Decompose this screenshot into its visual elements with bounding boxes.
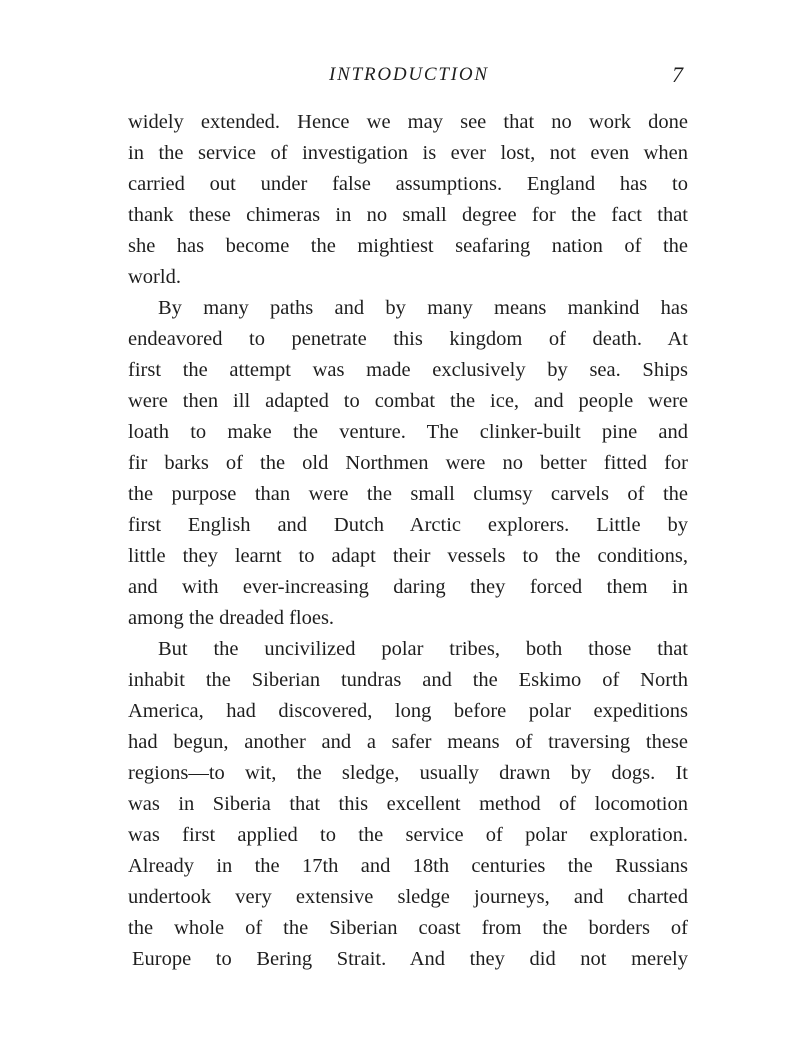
text-line: undertook very extensive sledge journeys, and charted: [128, 886, 688, 908]
text-line: By many paths and by many means mankind has: [158, 297, 688, 319]
text-line: thank these chimeras in no small degree for the fact that: [128, 204, 688, 226]
paragraph-1: [128, 107, 688, 293]
paragraph-2: [128, 293, 688, 634]
text-line: first the attempt was made exclusively by sea. Ships: [128, 359, 688, 381]
text-line: was in Siberia that this excellent method of locomotion: [128, 793, 688, 815]
text-line: was first applied to the service of polar exploration.: [128, 824, 688, 846]
text-line: she has become the mightiest seafaring nation of the: [128, 235, 688, 257]
running-head: INTRODUCTION: [329, 64, 489, 85]
text-line: the purpose than were the small clumsy carvels of the: [128, 483, 688, 505]
text-line: first English and Dutch Arctic explorers. Little by: [128, 514, 688, 536]
text-line: the whole of the Siberian coast from the borders of: [128, 917, 688, 939]
text-line: Europe to Bering Strait. And they did not merely: [132, 948, 688, 970]
text-line: in the service of investigation is ever lost, not even when: [128, 142, 688, 164]
text-line: were then ill adapted to combat the ice, and people were: [128, 390, 688, 412]
text-line: Already in the 17th and 18th centuries the Russians: [128, 855, 688, 877]
text-line: America, had discovered, long before polar expeditions: [128, 700, 688, 722]
text-line: carried out under false assumptions. England has to: [128, 173, 688, 195]
page-header: [0, 60, 800, 90]
text-line: But the uncivilized polar tribes, both those that: [158, 638, 688, 660]
text-line: and with ever-increasing daring they forced them in: [128, 576, 688, 598]
text-line: little they learnt to adapt their vessels to the conditions,: [128, 545, 688, 567]
text-line: loath to make the venture. The clinker-built pine and: [128, 421, 688, 443]
text-line: had begun, another and a safer means of traversing these: [128, 731, 688, 753]
text-line: among the dreaded floes.: [128, 607, 335, 629]
text-line: inhabit the Siberian tundras and the Eskimo of North: [128, 669, 688, 691]
text-line: regions—to wit, the sledge, usually drawn by dogs. It: [128, 762, 688, 784]
body-text: [128, 107, 688, 975]
text-line: widely extended. Hence we may see that no work done: [128, 111, 688, 133]
page-number: 7: [672, 62, 683, 87]
paragraph-3: [128, 634, 688, 975]
text-line: world.: [128, 266, 181, 288]
text-line: endeavored to penetrate this kingdom of death. At: [128, 328, 688, 350]
text-line: fir barks of the old Northmen were no better fitted for: [128, 452, 688, 474]
